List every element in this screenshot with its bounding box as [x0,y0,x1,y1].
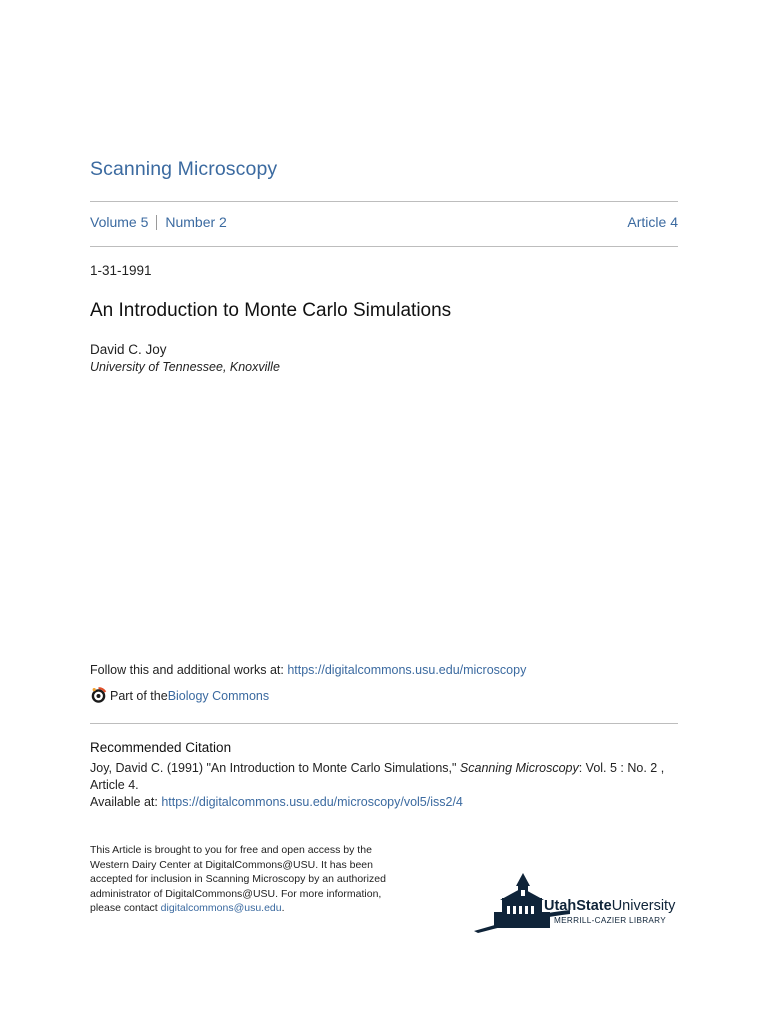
contact-email-link[interactable]: digitalcommons@usu.edu [160,902,282,915]
available-prefix: Available at: [90,795,162,809]
divider-top [90,201,678,202]
follow-prefix: Follow this and additional works at: [90,663,288,677]
follow-line [90,663,526,677]
journal-title-link[interactable]: Scanning Microscopy [90,158,278,180]
author-affiliation: University of Tennessee, Knoxville [90,360,280,374]
follow-url-link[interactable]: https://digitalcommons.usu.edu/microscopy [287,663,527,677]
citation-journal: Scanning Microscopy [459,761,579,775]
available-at-line [90,795,463,809]
author-name: David C. Joy [90,342,167,357]
digital-commons-network-icon [90,687,107,704]
publication-date: 1-31-1991 [90,263,152,278]
number-link[interactable]: Number 2 [165,214,227,230]
citation-part-b: : Vol. 5 : No. 2 , Article 4. [90,761,665,792]
article-link[interactable]: Article 4 [627,214,678,230]
part-of-line [90,687,269,704]
access-note-text: This Article is brought to you for free and open access by the Western Dairy Center at DigitalCommons@USU. It has been accepted for inclusion in Scanning Microscopy by an authorized administrator of DigitalCommons@USU. For more information, please contact [90,844,386,915]
article-title: An Introduction to Monte Carlo Simulations [90,300,452,321]
biology-commons-link[interactable]: Biology Commons [167,688,270,703]
issue-bar [90,214,678,230]
volume-link[interactable]: Volume 5 [90,214,149,230]
library-name: MERRILL-CAZIER LIBRARY [554,916,667,925]
access-note [90,843,390,916]
available-url-link[interactable]: https://digitalcommons.usu.edu/microscopy/vol5/iss2/4 [161,795,463,809]
part-of-prefix: Part of the [110,688,168,703]
recommended-citation-heading: Recommended Citation [90,740,232,755]
issue-separator [156,215,157,230]
divider-issue [90,246,678,247]
usu-logo-wordmark: UtahStateUniversity [544,898,676,914]
citation-text [90,760,678,794]
divider-citation [90,723,678,724]
citation-part-a: Joy, David C. (1991) "An Introduction to Monte Carlo Simulations," [90,761,460,775]
access-note-end: . [281,902,285,915]
